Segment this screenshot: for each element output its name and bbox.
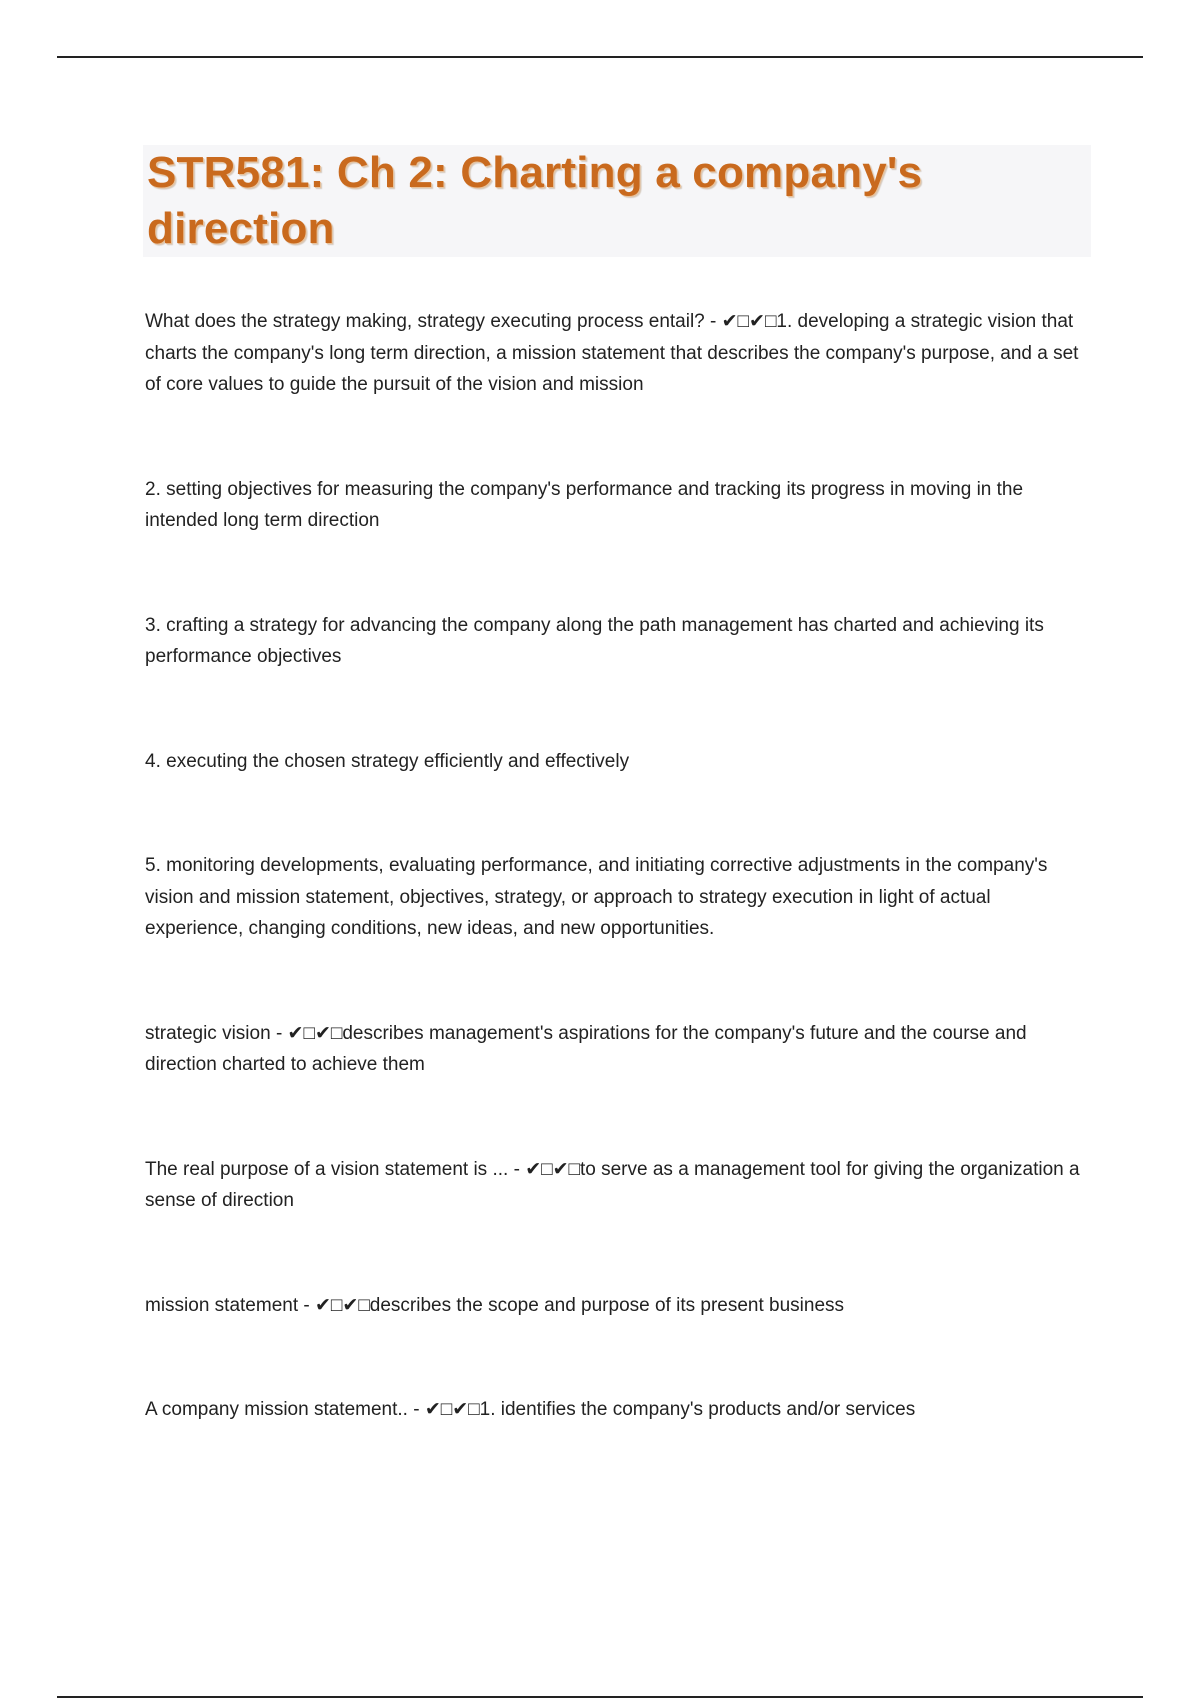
entry-answer: describes the scope and purpose of its present business: [369, 1294, 845, 1316]
entry-step-4: [145, 746, 1090, 778]
check-marker-icon: ✔□✔□: [287, 1022, 343, 1044]
entry-prompt: A company mission statement.. -: [145, 1399, 425, 1420]
entry-text: 2. setting objectives for measuring the company's performance and tracking its progress in moving in the intended long term direction: [145, 478, 1024, 531]
entry-prompt: What does the strategy making, strategy executing process entail? -: [145, 311, 722, 332]
entry-company-mission: [145, 1394, 1090, 1426]
entry-step-2: [145, 474, 1090, 537]
entry-answer: describes management's aspirations for the company's future and the course and direction charted to achieve them: [145, 1022, 1027, 1075]
top-page-rule: [57, 56, 1143, 58]
entry-text: 4. executing the chosen strategy efficiently and effectively: [145, 750, 630, 772]
title-banner: [143, 145, 1091, 257]
entry-answer: 1. identifies the company's products and/or services: [479, 1399, 916, 1420]
entry-prompt: The real purpose of a vision statement is ... -: [145, 1158, 526, 1180]
check-marker-icon: ✔□✔□: [315, 1294, 370, 1316]
document-body: [145, 306, 1090, 1426]
bottom-page-rule: [57, 1696, 1143, 1698]
entry-step-3: [145, 610, 1090, 673]
check-marker-icon: ✔□✔□: [424, 1399, 480, 1420]
entry-answer: to serve as a management tool for giving the organization a sense of direction: [145, 1158, 1080, 1211]
check-marker-icon: ✔□✔□: [525, 1158, 580, 1180]
entry-strategic-vision: [145, 1018, 1090, 1081]
document-title: STR581: Ch 2: Charting a company's direction: [147, 148, 923, 253]
entry-step-5: [145, 850, 1090, 945]
check-marker-icon: ✔□✔□: [721, 311, 777, 332]
entry-answer: 1. developing a strategic vision that charts the company's long term direction, a mission statement that describes the company's purpose, and a set of core values to guide the pursuit of the vision and mission: [145, 311, 1079, 395]
entry-mission-statement: [145, 1290, 1090, 1322]
entry-text: 5. monitoring developments, evaluating performance, and initiating corrective adjustments in the company's vision and mission statement, objectives, strategy, or approach to strategy execution in light of actual experience, changing conditions, new ideas, and new opportunities.: [145, 855, 1048, 939]
entry-prompt: mission statement -: [145, 1294, 315, 1316]
entry-strategy-process: [145, 306, 1090, 401]
entry-prompt: strategic vision -: [145, 1022, 288, 1044]
entry-vision-purpose: [145, 1154, 1090, 1217]
entry-text: 3. crafting a strategy for advancing the company along the path management has charted and achieving its performance objectives: [145, 614, 1044, 667]
